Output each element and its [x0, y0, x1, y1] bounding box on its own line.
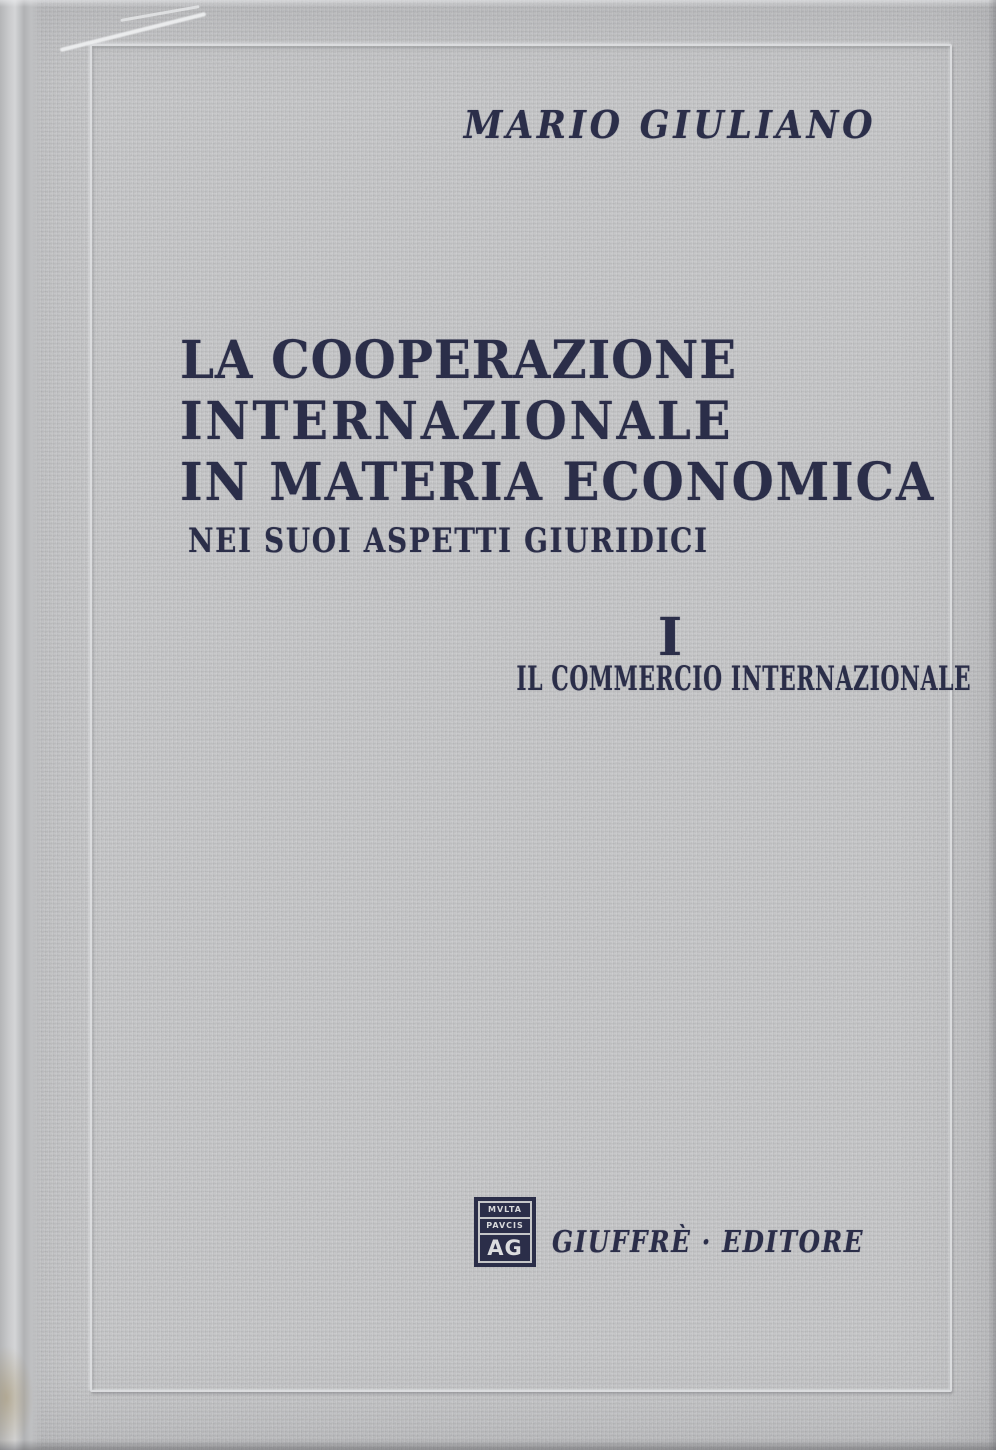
spine-hinge-groove: [0, 0, 42, 1450]
logo-motto-line-2: PAVCIS: [480, 1219, 530, 1233]
book-title: [180, 330, 935, 513]
bottom-edge-shadow: [0, 1440, 996, 1450]
title-line-2: INTERNAZIONALE: [180, 391, 734, 452]
volume-title: IL COMMERCIO INTERNAZIONALE: [516, 659, 972, 699]
embossed-frame: [90, 44, 972, 1392]
title-line-1: LA COOPERAZIONE: [180, 330, 738, 391]
subtitle: NEI SUOI ASPETTI GIURIDICI: [188, 521, 709, 561]
volume-number: I: [657, 607, 683, 668]
logo-monogram: AG: [480, 1235, 530, 1261]
publisher-logo: [474, 1197, 536, 1267]
title-line-3: IN MATERIA ECONOMICA: [180, 452, 936, 513]
author-name: MARIO GIULIANO: [463, 102, 877, 147]
right-edge-shadow: [988, 0, 996, 1450]
logo-motto-line-1: MVLTA: [480, 1203, 530, 1217]
top-edge-highlight: [0, 0, 996, 7]
stain-mark: [0, 1345, 34, 1450]
publisher-name: GIUFFRÈ · EDITORE: [552, 1225, 865, 1260]
